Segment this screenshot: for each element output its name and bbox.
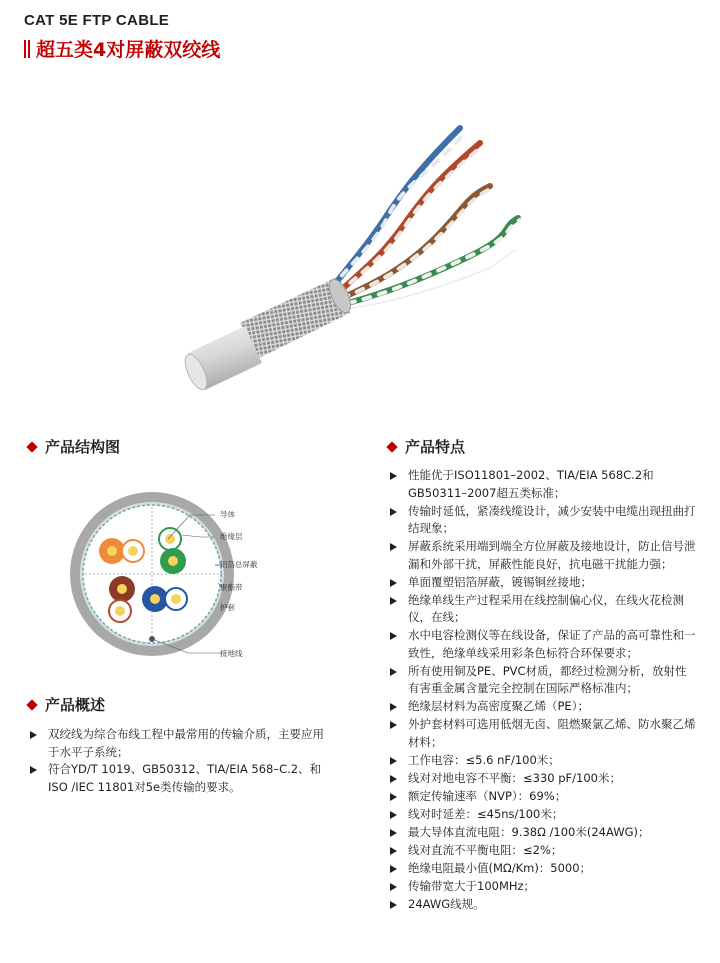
label-conductor: 导体 bbox=[220, 510, 235, 519]
cable-cross-section-diagram bbox=[70, 475, 320, 675]
overview-list bbox=[28, 726, 328, 796]
overview-title-text: 产品概述 bbox=[45, 696, 106, 714]
label-foil-shield: 铝箔总屏蔽 bbox=[220, 560, 258, 569]
diamond-bullet-icon bbox=[386, 441, 397, 452]
diamond-bullet-icon bbox=[26, 699, 37, 710]
foil-ring bbox=[83, 505, 221, 643]
label-jacket: 护套 bbox=[220, 603, 235, 612]
list-item: 24AWG线规。 bbox=[388, 896, 698, 914]
list-item: 线对时延差：≤45ns/100米； bbox=[388, 806, 698, 824]
list-item: 额定传输速率（NVP）：69%； bbox=[388, 788, 698, 806]
title-accent-bars bbox=[24, 40, 30, 58]
list-item: 水中电容检测仪等在线设备，保证了产品的高可靠性和一致性，绝缘单线采用彩条色标符合环保要求； bbox=[388, 627, 698, 662]
list-item: 绝缘电阻最小值(MΩ/Km)：5000； bbox=[388, 860, 698, 878]
structure-section-title bbox=[28, 436, 120, 457]
english-title: CAT 5E FTP CABLE bbox=[24, 12, 170, 29]
cable-photo bbox=[180, 98, 540, 398]
overview-section-title bbox=[28, 694, 105, 715]
structure-title-text: 产品结构图 bbox=[45, 438, 121, 456]
list-item: 所有使用铜及PE、PVC材质，都经过检测分析，放射性有害重金属含量完全控制在国际严格标准内； bbox=[388, 663, 698, 698]
list-item: 线对对地电容不平衡：≤330 pF/100米； bbox=[388, 770, 698, 788]
chinese-title-row bbox=[24, 35, 220, 62]
label-insulation: 绝缘层 bbox=[220, 532, 243, 541]
label-ripcord: 聚酯带 bbox=[220, 583, 243, 592]
page-header bbox=[24, 12, 220, 62]
chinese-title: 超五类4对屏蔽双绞线 bbox=[36, 39, 221, 61]
list-item: 线对直流不平衡电阻：≤2%； bbox=[388, 842, 698, 860]
list-item: 性能优于ISO11801–2002、TIA/EIA 568C.2和GB50311–2007超五类标准； bbox=[388, 467, 698, 502]
list-item: 最大导体直流电阻：9.38Ω /100米(24AWG)； bbox=[388, 824, 698, 842]
list-item: 绝缘单线生产过程采用在线控制偏心仪，在线火花检测仪，在线； bbox=[388, 592, 698, 627]
list-item: 外护套材料可选用低烟无卤、阻燃聚氯乙烯、防水聚乙烯材料； bbox=[388, 716, 698, 751]
features-list bbox=[388, 467, 698, 914]
diamond-bullet-icon bbox=[26, 441, 37, 452]
list-item: 传输带宽大于100MHz； bbox=[388, 878, 698, 896]
list-item: 双绞线为综合布线工程中最常用的传输介质，主要应用于水平子系统； bbox=[28, 726, 328, 761]
features-title-text: 产品特点 bbox=[405, 438, 466, 456]
label-drain-wire: 接地线 bbox=[220, 649, 243, 658]
list-item: 符合YD/T 1019、GB50312、TIA/EIA 568–C.2、和ISO /IEC 11801对5e类传输的要求。 bbox=[28, 761, 328, 796]
list-item: 屏蔽系统采用端到端全方位屏蔽及接地设计，防止信号泄漏和外部干扰，屏蔽性能良好，抗电磁干扰能力强； bbox=[388, 538, 698, 573]
list-item: 绝缘层材料为高密度聚乙烯（PE）； bbox=[388, 698, 698, 716]
list-item: 传输时延低，紧凑线缆设计，减少安装中电缆出现扭曲打结现象； bbox=[388, 503, 698, 538]
twisted-pairs bbox=[332, 128, 520, 308]
list-item: 工作电容：≤5.6 nF/100米； bbox=[388, 752, 698, 770]
features-section-title bbox=[388, 436, 465, 457]
list-item: 单面覆塑铝箔屏蔽，镀锡铜丝接地； bbox=[388, 574, 698, 592]
